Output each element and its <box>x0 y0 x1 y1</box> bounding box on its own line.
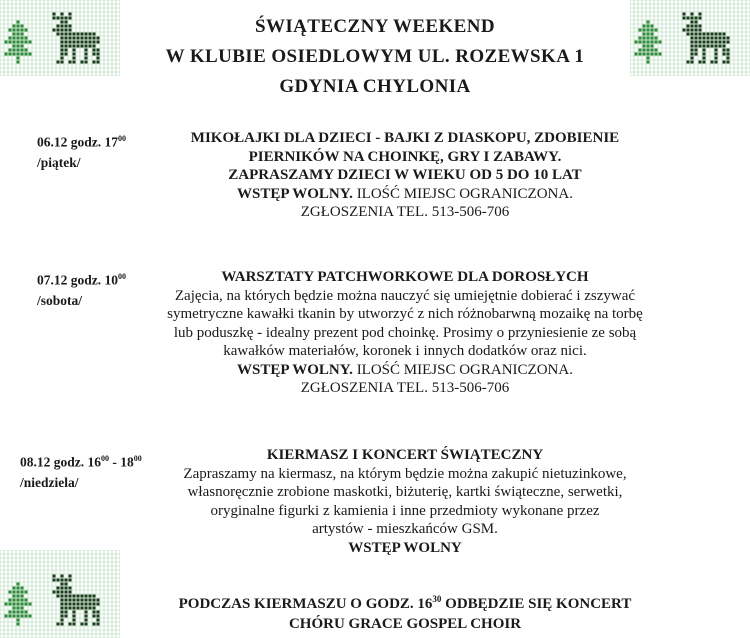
event1-entry-rest: ILOŚĆ MIEJSC OGRANICZONA. <box>352 185 573 202</box>
event3-sup-end: 00 <box>133 454 142 463</box>
concert-line-2: CHÓRU GRACE GOSPEL CHOIR <box>288 616 522 632</box>
event1-line-3: ZAPRASZAMY DZIECI W WIEKU OD 5 DO 10 LAT <box>228 167 582 183</box>
title-line-3: GDYNIA CHYLONIA <box>279 76 471 97</box>
event1-time-sup: 00 <box>118 134 126 143</box>
event2-entry <box>135 361 675 380</box>
event3-entry: WSTĘP WOLNY <box>348 539 462 556</box>
event3-date-start: 08.12 godz. 16 <box>20 454 101 470</box>
event3-day: /niedziela/ <box>20 474 79 490</box>
event1-description <box>155 129 655 222</box>
event3-desc-4: artystów - mieszkańców GSM. <box>312 521 498 537</box>
reindeer-tree-icon-bottom-left <box>0 550 120 638</box>
title-line-2: W KLUBIE OSIEDLOWYM UL. ROZEWSKA 1 <box>165 46 585 67</box>
event2-desc-3: lub poduszkę - idealny prezent pod choinkę. Prosimy o przyniesienie ze sobą <box>173 324 637 341</box>
event2-entry-bold: WSTĘP WOLNY. <box>237 361 353 378</box>
event3-desc-3: oryginalne figurki z kamienia i inne przedmioty wykonane przez <box>210 502 600 519</box>
event2-time-sup: 00 <box>118 272 126 281</box>
event3-desc-1: Zapraszamy na kiermasz, na którym będzie można zakupić nietuzinkowe, <box>183 465 627 482</box>
event2-desc-2: symetryczne kawałki tkanin by utworzyć z nich różnobarwną mozaikę na torbę <box>167 306 643 322</box>
event1-line-1: MIKOŁAJKI DLA DZIECI - BAJKI Z DIASKOPU, ZDOBIENIE <box>190 130 620 146</box>
concert-line-1-b: ODBĘDZIE SIĘ KONCERT <box>441 596 632 612</box>
event1-date-text: 06.12 godz. 17 <box>37 134 118 150</box>
event2-entry-rest: ILOŚĆ MIEJSC OGRANICZONA. <box>352 361 573 378</box>
concert-note <box>120 589 690 634</box>
event1-date <box>37 129 126 173</box>
event2-date <box>37 267 126 311</box>
concert-line-1-sup: 30 <box>432 594 442 604</box>
event2-description <box>135 268 675 398</box>
event3-title: KIERMASZ I KONCERT ŚWIĄTECZNY <box>266 447 544 463</box>
event3-sup-start: 00 <box>101 454 109 463</box>
title-line-1: ŚWIĄTECZNY WEEKEND <box>254 16 495 37</box>
event1-entry-bold: WSTĘP WOLNY. <box>237 185 353 202</box>
poster-title <box>100 12 650 102</box>
concert-line-1 <box>120 589 690 614</box>
event3-date <box>20 449 142 493</box>
event1-day: /piątek/ <box>37 154 81 170</box>
event1-signup: ZGŁOSZENIA TEL. 513-506-706 <box>300 204 510 220</box>
event2-signup: ZGŁOSZENIA TEL. 513-506-706 <box>300 380 510 396</box>
event3-date-sep: - 18 <box>109 454 134 470</box>
event1-line-2: PIERNIKÓW NA CHOINKĘ, GRY I ZABAWY. <box>248 148 562 165</box>
event1-entry <box>155 185 655 204</box>
event2-day: /sobota/ <box>37 292 83 308</box>
event2-title: WARSZTATY PATCHWORKOWE DLA DOROSŁYCH <box>221 269 589 285</box>
event3-description <box>135 446 675 557</box>
event2-desc-1: Zajęcia, na których będzie można nauczyć się umiejętnie dobierać i zszywać <box>174 287 636 304</box>
event2-date-text: 07.12 godz. 10 <box>37 272 118 288</box>
event3-desc-2: własnoręcznie zrobione maskotki, biżuterię, kartki świąteczne, serwetki, <box>187 484 623 500</box>
concert-line-1-a: PODCZAS KIERMASZU O GODZ. 16 <box>178 596 433 612</box>
event2-desc-4: kawałków materiałów, koronek i innych dodatków oraz nici. <box>223 343 587 359</box>
